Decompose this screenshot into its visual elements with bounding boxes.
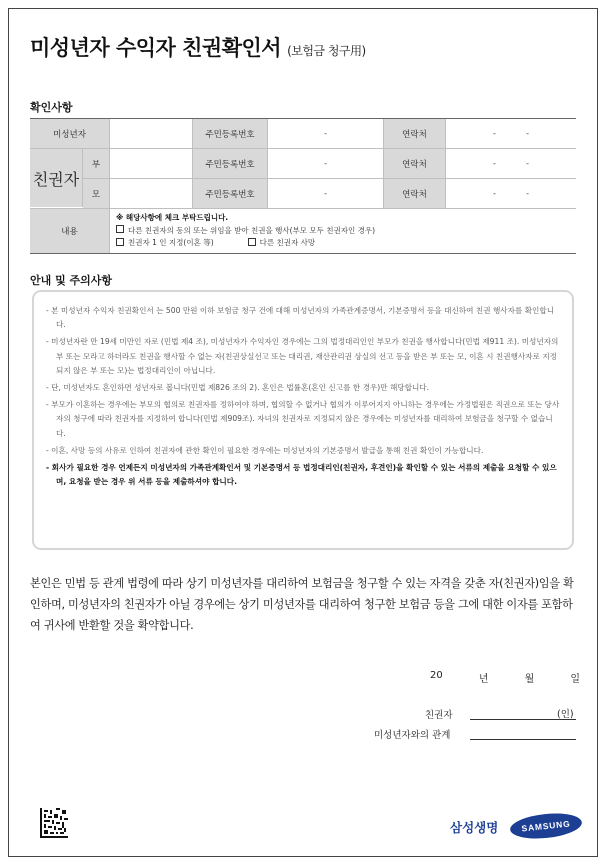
- date-month[interactable]: 월: [524, 674, 535, 685]
- option-deceased-label: 다른 친권자 사망: [259, 238, 316, 247]
- content-options: [110, 209, 576, 253]
- minor-id-label: 주민등록번호: [193, 119, 268, 148]
- option-deceased[interactable]: [248, 237, 315, 250]
- date-day[interactable]: 일: [570, 674, 580, 685]
- minor-phone-dash-2: -: [526, 128, 530, 139]
- minor-phone-label: 연락처: [384, 119, 446, 148]
- notice-item-1: - 본 미성년자 수익자 친권확인서 는 500 만원 이하 보험금 청구 건에 대해 미성년자의 가족관계증명서, 기본증명서 등을 대신하여 친권 행사자를 확인합니다.: [46, 306, 555, 330]
- mother-phone-label: 연락처: [384, 179, 446, 208]
- date-year-prefix: 20: [430, 670, 443, 681]
- section-check-label: 확인사항: [30, 101, 73, 114]
- title-main: 미성년자 수익자 친권확인서: [30, 36, 282, 60]
- table-row-minor: [30, 119, 576, 149]
- checkbox-icon[interactable]: [116, 238, 124, 246]
- option-single-guardian[interactable]: [116, 237, 214, 250]
- minor-id-field[interactable]: [268, 119, 384, 148]
- content-label: 내용: [30, 209, 110, 253]
- section-notice-label: 안내 및 주의사항: [30, 274, 113, 287]
- samsung-logo-text: SAMSUNG: [521, 818, 571, 834]
- guardian-label: 친권자: [30, 149, 83, 207]
- table-row-father: [83, 149, 576, 179]
- notice-item-2: - 미성년자란 만 19세 미만인 자로 (민법 제4 조), 미성년자가 수익자인 경우에는 그의 법정대리인인 부모가 친권을 행사합니다(민법 제911 조). 미성년자의 부 또는 모라고 하더라도 친권을 행사할 수 없는 자(친권상실선고 또는 대리권, 재산관리권 상실의 선고 등을 받은 부 또는 모, 이혼 시 친권행사자로 지정되지 않은 부 또는 모)는 법정대리인이 아닙니다.: [46, 337, 559, 375]
- content-note: ※ 해당사항에 체크 부탁드립니다.: [116, 213, 229, 222]
- father-phone-dash-2: -: [526, 158, 530, 169]
- mother-phone-dash-2: -: [526, 188, 530, 199]
- notice-item-6: - 회사가 필요한 경우 언제든지 미성년자의 가족관계확인서 및 기본증명서 등 법정대리인(친권자, 후견인)을 확인할 수 있는 서류의 제출을 요청할 수 있으며, 요청을 받는 경우 위 서류 등을 제출하셔야 합니다.: [46, 463, 557, 487]
- mother-phone-field[interactable]: [446, 179, 576, 208]
- minor-id-dash: -: [323, 128, 328, 139]
- title-sub: (보험금 청구用): [287, 44, 366, 58]
- minor-phone-dash-1: -: [492, 128, 496, 139]
- mother-name-field[interactable]: [110, 179, 193, 208]
- relation-line[interactable]: [470, 739, 576, 740]
- father-name-field[interactable]: [110, 149, 193, 178]
- relation-label: 미성년자와의 관계: [374, 730, 451, 741]
- notice-item-4: - 부모가 이혼하는 경우에는 부모의 협의로 친권자를 정하여야 하며, 협의할 수 없거나 협의가 이루어지지 아니하는 경우에는 가정법원은 직권으로 또는 당사자의 청구에 따라 친권자를 지정하여 합니다(민법 제909조). 자녀의 친권자로 지정되지 않은 경우에는 미성년자를 대리하여 보험금을 청구할 수 없습니다.: [46, 400, 560, 438]
- guardian-sign-label: 친권자: [425, 710, 453, 721]
- notice-item-3: - 단, 미성년자도 혼인하면 성년자로 봅니다(민법 제826 조의 2). 혼인은 법률혼(혼인 신고를 한 경우)만 해당합니다.: [46, 383, 430, 393]
- option-single-guardian-label: 친권자 1 인 지정(이혼 等): [128, 238, 214, 247]
- minor-label: 미성년자: [30, 119, 110, 148]
- mother-label: 모: [83, 179, 110, 208]
- father-id-field[interactable]: [268, 149, 384, 178]
- minor-name-field[interactable]: [110, 119, 193, 148]
- table-row-content: [30, 209, 576, 253]
- checkbox-icon[interactable]: [248, 238, 256, 246]
- notice-box: [32, 290, 574, 550]
- table-row-mother: [83, 179, 576, 208]
- father-label: 부: [83, 149, 110, 178]
- pledge-text: 본인은 민법 등 관계 법령에 따라 상기 미성년자를 대리하여 보험금을 청구할 수 있는 자격을 갖춘 자(친권자)임을 확인하며, 미성년자의 친권자가 아닐 경우에는 상기 미성년자를 대리하여 청구한 보험금 등을 그에 대한 이자를 포함하여 귀사에 반환할 것을 확약합니다.: [30, 577, 574, 632]
- info-table: [30, 118, 576, 254]
- date-year[interactable]: 년: [478, 674, 489, 685]
- mother-phone-dash-1: -: [492, 188, 496, 199]
- mother-id-dash: -: [323, 188, 328, 199]
- notice-item-5: - 이혼, 사망 등의 사유로 인하여 친권자에 관한 확인이 필요한 경우에는 미성년자의 기본증명서 발급을 통해 친권 확인이 가능합니다.: [46, 445, 484, 455]
- option-consent-label: 다른 친권자의 동의 또는 위임을 받아 친권을 행사(부모 모두 친권자인 경우): [128, 225, 376, 235]
- brand-samsung-life: 삼성생명: [450, 820, 499, 835]
- option-consent[interactable]: [116, 225, 570, 238]
- father-id-label: 주민등록번호: [193, 149, 268, 178]
- guardian-block: [30, 149, 576, 209]
- page-title: [30, 32, 366, 62]
- seal-label: (인): [557, 709, 574, 720]
- qr-code-icon: [40, 808, 68, 838]
- minor-phone-field[interactable]: [446, 119, 576, 148]
- father-phone-field[interactable]: [446, 149, 576, 178]
- father-phone-dash-1: -: [492, 158, 496, 169]
- father-id-dash: -: [323, 158, 328, 169]
- date-line: [430, 670, 580, 685]
- mother-id-label: 주민등록번호: [193, 179, 268, 208]
- checkbox-icon[interactable]: [116, 225, 124, 233]
- mother-id-field[interactable]: [268, 179, 384, 208]
- father-phone-label: 연락처: [384, 149, 446, 178]
